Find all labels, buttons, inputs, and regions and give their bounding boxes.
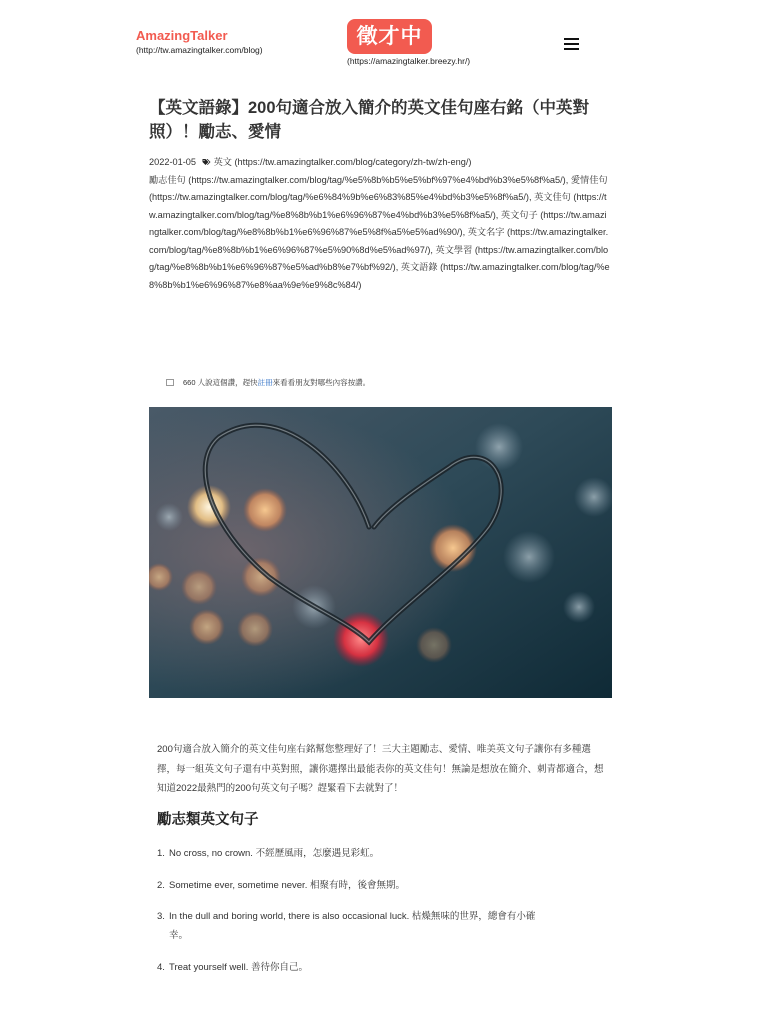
hamburger-menu-icon[interactable] — [564, 38, 579, 50]
publish-date: 2022-01-05 — [149, 157, 196, 167]
hiring-url-text: (https://amazingtalker.breezy.hr/) — [347, 56, 471, 66]
quote-text: Treat yourself well. 善待你自己。 — [169, 962, 309, 973]
tag-icon — [202, 158, 213, 166]
intro-paragraph: 200句適合放入簡介的英文佳句座右銘幫您整理好了！三大主題勵志、愛情、唯美英文句子讓你有多種選擇，每一組英文句子還有中英對照，讓你選擇出最能表你的英文佳句！無論是想放在簡介、刺青都適合，想知道2022最熱門的200句英文句子嗎？趕緊看下去就對了！ — [157, 744, 604, 794]
brand-url-text: (http://tw.amazingtalker.com/blog) — [136, 45, 263, 55]
hiring-badge-button[interactable]: 徵才中 — [347, 19, 432, 54]
book-icon — [166, 379, 174, 386]
quote-text-continued: 幸。 — [169, 930, 189, 941]
reading-text-pre: 人說這個讚，趕快 — [195, 378, 258, 387]
article-title: 【英文語錄】200句適合放入簡介的英文佳句座右銘（中英對照）！勵志、愛情 — [149, 99, 590, 141]
section-heading: 勵志類英文句子 — [157, 812, 259, 828]
register-link[interactable]: 註冊 — [257, 378, 273, 387]
quote-item — [157, 958, 607, 977]
quote-text: Sometime ever, sometime never. 相聚有時，後會無期。 — [169, 880, 405, 891]
quote-number: 2. — [157, 880, 165, 891]
quote-text: No cross, no crown. 不經歷風雨，怎麼遇見彩虹。 — [169, 848, 380, 859]
category-link[interactable]: 英文 (https://tw.amazingtalker.com/blog/category/zh-tw/zh-eng/) — [213, 157, 472, 167]
tag-links[interactable]: 勵志佳句 (https://tw.amazingtalker.com/blog/tag/%e5%8b%b5%e5%bf%97%e4%bd%b3%e5%8f%a5/), 愛情佳句 (https://tw.amazingtalker.com/blog/tag/%e6%84%9b%e6%83%85%e4%bd%b3%e5%8f%a5/), 英文佳句 (https://tw.amazingtalker.com/blog/tag/%e8%8b%b1%e6%96%87%e4%bd%b3%e5%8f%a5/), 英文句子 (https://tw.amazingtalker.com/blog/tag/%e8%8b%b1%e6%96%87%e5%8f%a5%e5%ad%90/), 英文名字 (https://tw.amazingtalker.com/blog/tag/%e8%8b%b1%e6%96%87%e5%90%8d%e5%ad%97/), 英文學習 (https://tw.amazingtalker.com/blog/tag/%e8%8b%b1%e6%96%87%e5%ad%b8%e7%bf%92/), 英文語錄 (https://tw.amazingtalker.com/blog/tag/%e8%8b%b1%e6%96%87%e8%aa%9e%e9%8c%84/) — [149, 174, 610, 290]
reading-text-post: 來看看朋友對哪些內容按讚。 — [272, 378, 371, 387]
brand-logo-link[interactable]: AmazingTalker — [136, 28, 228, 43]
reading-count: 660 — [183, 378, 196, 387]
quote-item — [157, 907, 607, 945]
quote-item — [157, 876, 607, 895]
quote-text: In the dull and boring world, there is also occasional luck. 枯燥無味的世界，總會有小確 — [169, 911, 536, 922]
hero-image-heart — [149, 407, 612, 698]
quote-number: 4. — [157, 962, 165, 973]
quote-item — [157, 844, 607, 863]
article-meta — [149, 154, 611, 294]
reading-info — [166, 377, 370, 388]
quote-number: 1. — [157, 848, 165, 859]
quote-number: 3. — [157, 911, 165, 922]
site-header — [0, 0, 768, 80]
